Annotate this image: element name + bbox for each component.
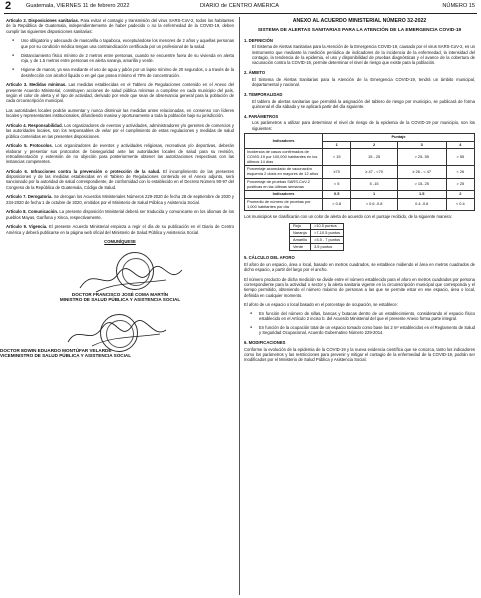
score-header: Puntaje: [323, 133, 475, 141]
section-1-text: El Sistema de Alertas Sanitarias para la Atención de la Emergencia COVID-19, causado por el virus SARS-CoV-2, es un instrumento que mediante la medición periódica de indicadores de la incidencia de la enfermedad, la intensidad del contagio, la tendencia de la epidemia, el uso y disponibilidad de pruebas diagnósticas y el avance de la cobertura de vacunación contra la COVID-19, permite determinar el nivel de riesgo que existe para la población.: [252, 44, 475, 66]
article-3-continued: Las autoridades locales podrán aumentar y nunca disminuir las medidas antes relacionadas, en consenso con líderes locales y representantes institucionales, difundiendo masiva y oportunamente a toda la población bajo su jurisdicción.: [6, 108, 234, 119]
article-4: Artículo 4. Responsabilidad. Los organizadores de eventos y actividades, administradores y/o gerentes de comercios y las autoridades locales, son los responsables de velar por el cumplimiento de estas regulaciones y medidas de salud pública contenidas en las presentes disposiciones.: [6, 123, 234, 139]
list-item: ● Distanciamiento físico mínimo de 2 metros entre personas, cuando se encuentre fuera de su vivienda en alerta roja, y de 1.5 metros entre personas en alerta naranja, amarilla y verde.: [15, 53, 234, 64]
section-1-title: 1. DEFINICIÓN: [244, 37, 273, 43]
minister-signature-block: [6, 292, 234, 303]
table-row: Rojo >10.5 puntos: [290, 223, 344, 230]
newspaper-name: DIARIO de CENTRO AMÉRICA: [200, 3, 279, 9]
section-2-title: 2. ÁMBITO: [244, 69, 266, 75]
section-5-title: 5. CÁLCULO DEL AFORO: [244, 254, 295, 260]
section-6-text: Conforme la evolución de la epidemia de la COVID-19 y la nueva evidencia científica que se conozca, tanto los indicadores como los parámetros y las restricciones para prevenir y mitigar el contagio de la enfermedad de la COVID-19, podrán ser modificados por el Ministerio de Salud Pública y Asistencia Social.: [244, 346, 475, 363]
indicators-header: Indicadores: [245, 133, 323, 148]
viceminister-name: DOCTOR EDWIN EDUARDO MONTÚFAR VELARDE: [0, 347, 112, 353]
section-5-p1: El aforo de un espacio, área o local, basado en metros cuadrados, se establece midiendo el área en metros cuadrados de dicho espacio, a partir del largo por el ancho.: [244, 261, 475, 272]
viceminister-title: VICEMINISTRO DE SALUD PÚBLICA Y ASISTENCIA SOCIAL: [0, 353, 132, 359]
alert-colors-table: [289, 223, 344, 251]
list-item: ● En función del número de sillas, bancas y butacas dentro de un establecimiento, considerando el espacio físico establecido en el Artículo 2 inciso b. del Acuerdo Ministerial del que el presente Anexo forma parte integral.: [253, 311, 475, 322]
annex-title-block: [244, 18, 475, 34]
list-item: ● En función de la ocupación total de un espacio tomado como base los 2 m² establecidos en el Reglamento de Salud y Seguridad Ocupacional, Acuerdo Gubernativo Número 229-2014.: [253, 325, 475, 336]
section-5-p3: El aforo de un espacio o local basado en el porcentaje de ocupación, se establece:: [244, 302, 398, 308]
viceminister-signature-block: [0, 348, 228, 359]
table-row: Verde 3.5 puntos: [290, 244, 344, 251]
table-row: Promedio de número de pruebas por 1,000 habitantes por día > 0.8 > 0.6 -0.8 0.4 -0.6 < 0.4: [245, 198, 475, 210]
minister-signature: [76, 262, 186, 296]
system-title: SISTEMA DE ALERTAS SANITARIAS PARA LA ATENCIÓN DE LA EMERGENCIA COVID-19: [257, 28, 462, 33]
signature-area: [0, 248, 234, 360]
article-9: Artículo 9. Vigencia. El presente Acuerdo Ministerial empieza a regir el día de su publicación en el Diario de Centro América y deberá publicarse en la página web oficial del Ministerio de Salud Pública y Asistencia Social.: [6, 224, 234, 235]
section-3-text: El tablero de alertas sanitarias que permitirá la asignación del tablero de riesgo por municipio, se publicará de forma quincenal el día sábado y se aplicará partir del día siguiente.: [252, 98, 475, 109]
minister-title: MINISTRO DE SALUD PÚBLICA Y ASISTENCIA SOCIAL: [59, 297, 181, 303]
article-7: Artículo 7. Derogatoria. Se derogan los Acuerdos Ministeriales Números 229-2020 de fecha 28 de septiembre de 2020 y 234-2020 de fecha 1 de octubre de 2020, emitidos por el Ministerio de Salud Pública y Asistencia Social.: [6, 194, 234, 205]
viceminister-signature: [62, 318, 172, 350]
section-4-title: 4. PARÁMETROS: [244, 113, 279, 119]
comuniquese-heading: COMUNÍQUESE: [104, 239, 136, 245]
list-item: ● Uso obligatorio y adecuado de mascarilla o tapaboca, exceptuándose los menores de 2 años y aquellas personas que por su condición médica tengan una contraindicación certificada por un profesional de la salud.: [15, 38, 234, 49]
article-2: Artículo 2. Disposiciones sanitarias. Para evitar el contagio y transmisión del virus SARS-CoV-2, todos los habitantes de la República de Guatemala, independientemente de haber padecido o no la enfermedad de la COVID-19, deben cumplir las siguientes disposiciones sanitarias:: [6, 18, 234, 34]
header-date: Guatemala, VIERNES 11 de febrero 2022: [26, 3, 130, 9]
section-6-title: 6. MODIFICACIONES: [244, 340, 286, 346]
minister-name: DOCTOR FRANCISCO JOSÉ COMA MARTÍN: [71, 291, 169, 297]
article-6: Artículo 6. Infracciones contra la prevención o protección de la salud. El incumplimiento de las presentes disposiciones y de las medidas establecidas en el Tablero de Regulaciones contenido en el Anexo adjunto, será sancionado por la autoridad de salud correspondiente, de conformidad con lo establecido en el Decreto Número 90-97 del Congreso de la República de Guatemala, Código de Salud.: [6, 168, 234, 190]
right-column: [244, 18, 475, 367]
parameters-table: Indicadores Puntaje 1 2 3 4 Incidencia de casos confirmados de COVID-19 por 100,000 habitantes en los últimos 14 días < 15 15 - 25 > 25- 55 > 55 Porcentaje acumulado de vacunación esquema 2 dosis en mayores de 12 años ≥70 ≥ 47 - <70 ≥ 26 - < 47 < 26 Porcentaje de pruebas SARS-CoV-2 positivas en las últimas semanas < 5 5 -15 > 15- 25 > 25 Indicadores 0.5 1 1.5 2 Promedio de número de pruebas por 1,000 habitantes por día > 0.8 > 0.6 -0.8 0.4 -0.6 < 0.4: [244, 133, 475, 211]
table-row: Incidencia de casos confirmados de COVID-19 por 100,000 habitantes en los últimos 14 días < 15 15 - 25 > 25- 55 > 55: [245, 149, 475, 166]
table-row: Porcentaje de pruebas SARS-CoV-2 positivas en las últimas semanas < 5 5 -15 > 15- 25 > 25: [245, 178, 475, 190]
page-header: [4, 2, 477, 14]
table-row: Naranja >7-10.5 puntos: [290, 230, 344, 237]
section-5-p2: El número producto de dicha medición se divide entre el número establecido para el aforo en metros cuadrados por persona correspondiente para la actividad o sector y la alerta sanitaria vigente en la circunscripción municipal que corresponda y el tiempo permitido, obteniendo el número máximo de personas a las que se permite estar en ese espacio, área o local, definida en cualquier momento.: [244, 276, 475, 298]
left-column: [0, 18, 234, 360]
table-row: Amarillo >3.5 - 7 puntos: [290, 237, 344, 244]
section-2-text: El Sistema de Alertas Sanitarias para la Atención de la Emergencia COVID-19, tendrá un ámbito municipal, departamental y nacional.: [252, 76, 475, 88]
capacity-list: [253, 311, 475, 336]
article-3: Artículo 3. Medidas mínimas. Las medidas establecidas en el Tablero de Regulaciones contenido en el Anexo del presente Acuerdo Ministerial, constituyen acciones de salud pública mínimas a cumplirse en cada municipio del país, según el color de alerta y el tipo de actividad, derivado por ende que sean de observancia general para la población de cada circunscripción municipal.: [6, 82, 234, 104]
alert-colors-text: Los municipios se clasificarán con un color de alerta de acuerdo con el puntaje recibido, de la siguiente manera:: [244, 214, 452, 220]
section-3-title: 3. TEMPORALIDAD: [244, 91, 283, 97]
section-4-text: Los parámetros a utilizar para determinar el nivel de riesgo de la epidemia de la COVID-19 por municipio, son los siguientes:: [252, 120, 475, 131]
table-row: Porcentaje acumulado de vacunación esquema 2 dosis en mayores de 12 años ≥70 ≥ 47 - <70 ≥ 26 - < 47 < 26: [245, 166, 475, 178]
sanitary-measures-list: [15, 38, 234, 78]
article-5: Artículo 5. Protocolos. Los organizadores de eventos y actividades religiosas, recreativas y/o deportivas, deberán elaborar y presentar sus protocolos de bioseguridad ante las autoridades locales de salud para su revisión, retroalimentación y extensión de no objeción para posteriormente obtener las autorizaciones respectivas con las instancias competentes.: [6, 143, 234, 165]
annex-title: ANEXO AL ACUERDO MINISTERIAL NÚMERO 32-2022: [292, 18, 427, 24]
column-divider: [239, 17, 240, 595]
article-8: Artículo 8. Comunicación. La presente disposición Ministerial deberá ser traducida y comunicarse en los idiomas de los pueblos Mayas, Garífuna y Xinca, respectivamente.: [6, 209, 234, 220]
page-number: 2: [5, 0, 12, 12]
list-item: ● Higiene de manos, ya sea mediante el uso de agua y jabón por un lapso mínimo de 20 segundos, o a través de la desinfección con alcohol líquido o en gel que posea mínimo el 70% de concentración.: [15, 67, 234, 78]
issue-number: NÚMERO 15: [442, 3, 475, 9]
